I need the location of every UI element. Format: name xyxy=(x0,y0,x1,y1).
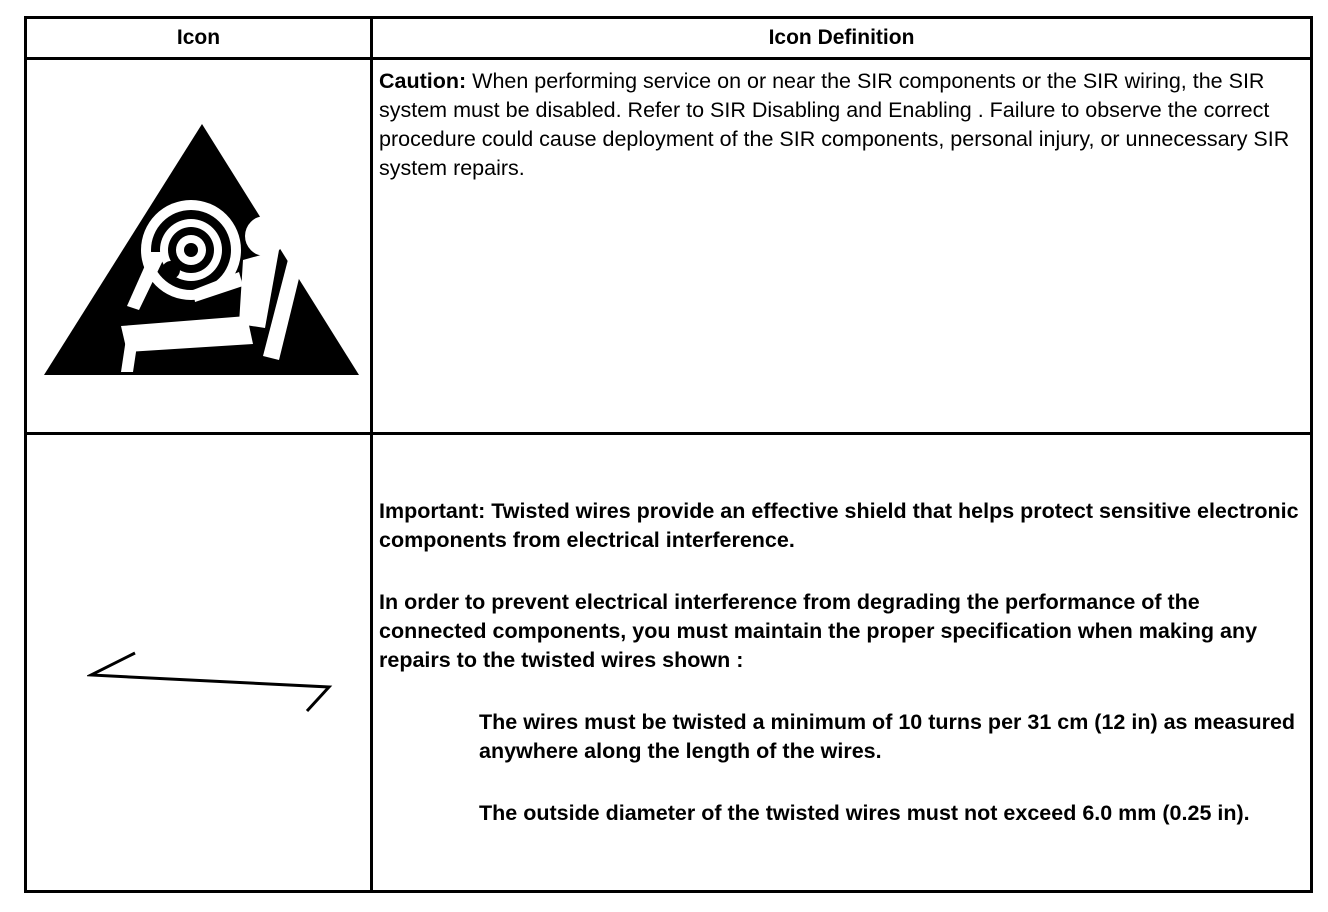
twisted-wire-text xyxy=(373,435,1310,828)
spec-turns: The wires must be twisted a minimum of 10 turns per 31 cm (12 in) as measured anywhere along the length of the wires. xyxy=(479,710,1296,763)
important-note: Important: Twisted wires provide an effective shield that helps protect sensitive electronic components from electrical interference. xyxy=(379,499,1299,552)
intro-paragraph: In order to prevent electrical interference from degrading the performance of the connected components, you must maintain the proper specification when making any repairs to the twisted wires shown : xyxy=(379,590,1258,672)
caution-body: When performing service on or near the SIR components or the SIR wiring, the SIR system must be disabled. Refer to SIR Disabling and Enabling . Failure to observe the correct procedure could cause deployment of the SIR components, personal injury, or unnecessary SIR system repairs. xyxy=(379,69,1290,180)
table-row xyxy=(26,434,1312,892)
icon-definition-table xyxy=(24,16,1313,893)
caution-label: Caution: xyxy=(379,69,467,93)
airbag-deployment-warning-icon xyxy=(43,120,361,378)
icon-column-header: Icon xyxy=(26,18,372,59)
caution-definition-cell xyxy=(372,59,1312,434)
table-row xyxy=(26,59,1312,434)
twisted-wire-icon xyxy=(87,645,337,735)
table-header-row xyxy=(26,18,1312,59)
definition-column-header: Icon Definition xyxy=(372,18,1312,59)
icon-cell xyxy=(26,59,372,434)
twisted-wire-definition-cell xyxy=(372,434,1312,892)
caution-text xyxy=(373,60,1310,183)
icon-cell xyxy=(26,434,372,892)
spec-diameter: The outside diameter of the twisted wires must not exceed 6.0 mm (0.25 in). xyxy=(479,801,1250,825)
